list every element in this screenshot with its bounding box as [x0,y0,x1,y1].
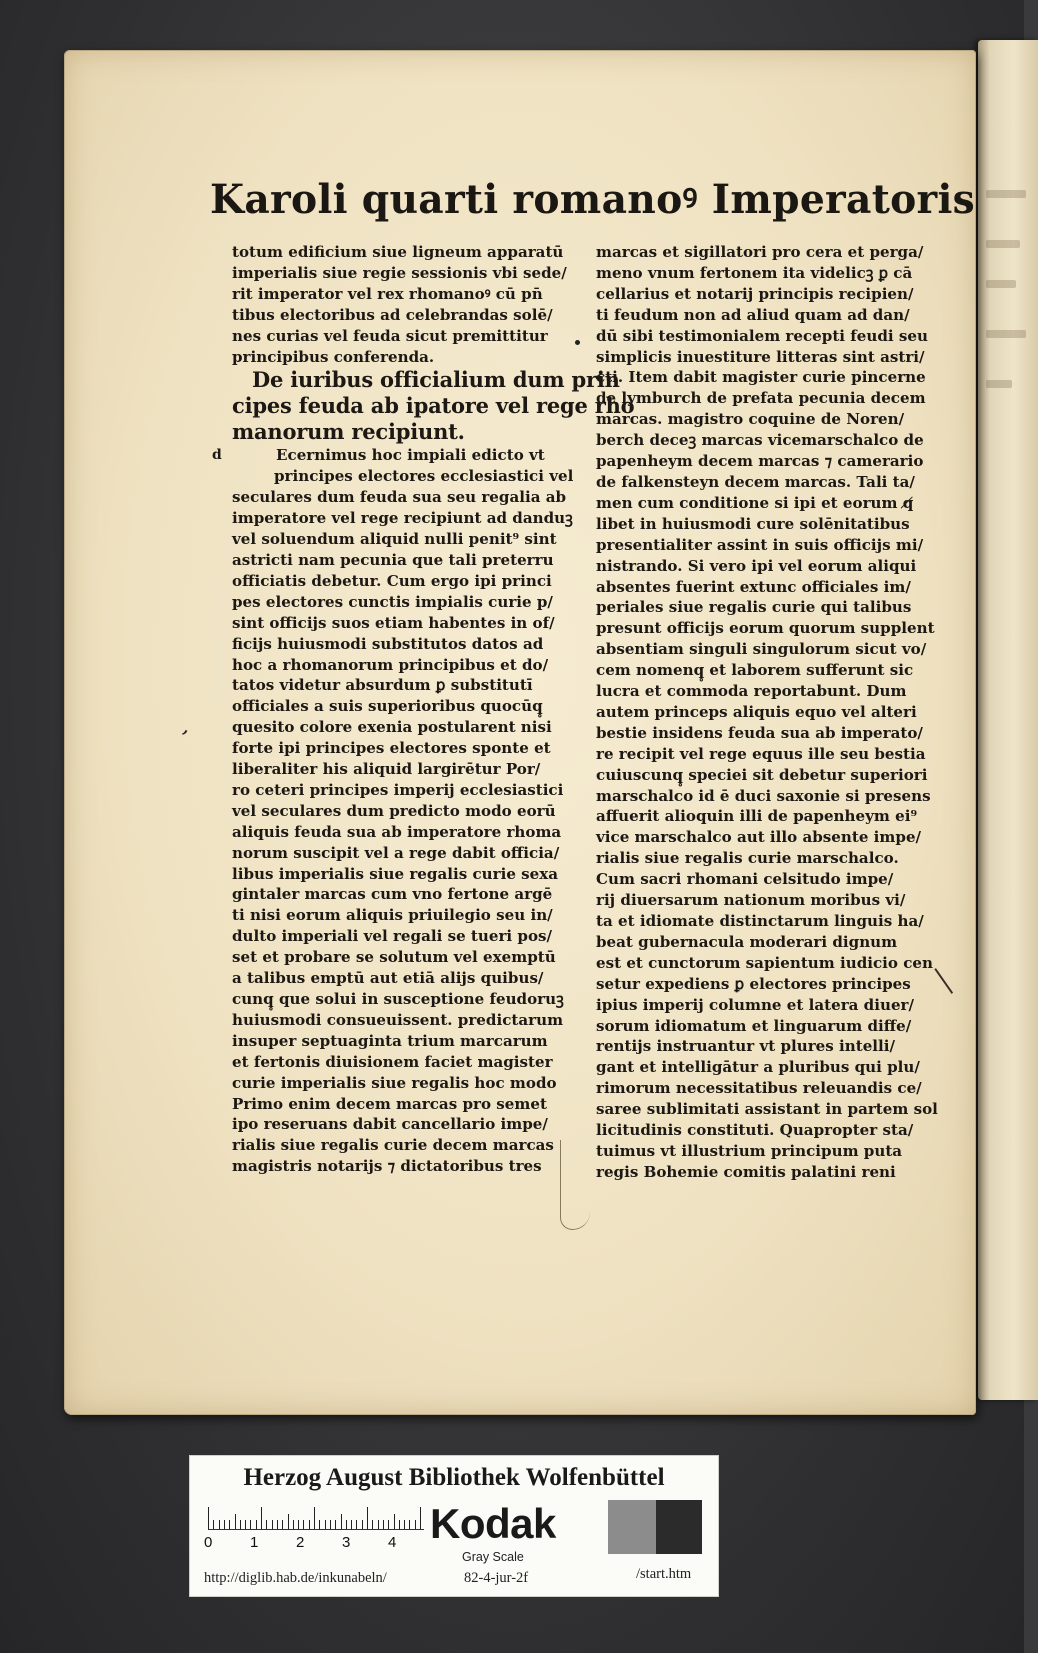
ruler-tick [277,1520,278,1529]
text-line: curie imperialis siue regalis hoc modo [232,1073,557,1092]
ruler-tick [404,1520,405,1529]
running-head: Karoli quarti romanoꝰ Imperatoris [210,176,976,223]
text-line: men cum conditione si ipi et eorum q̸ [596,493,914,512]
ruler-number: 1 [250,1534,259,1551]
ruler-tick [388,1520,389,1529]
text-line: rentijs instruantur vt plures intelli/ [596,1037,896,1056]
text-line: cellarius et notarij principis recipien/ [596,284,914,303]
text-line: tibus electoribus ad celebrandas solē/ [232,305,553,324]
text-line: sint officijs suos etiam habentes in of/ [232,613,555,632]
ruler-tick [309,1520,310,1529]
ruler-tick [362,1520,363,1529]
chapter-heading [232,367,635,445]
shelfmark: 82-4-jur-2f [464,1570,529,1586]
text-line: nistrando. Si vero ipi vel eorum aliqui [596,556,917,575]
text-line: marcas. magistro coquine de Noren/ [596,410,905,429]
ruler-tick [235,1514,236,1529]
kodak-logo: Kodak [430,1500,556,1547]
text-line: officiales a suis superioribus quocūq̥ [232,697,543,716]
ruler-tick [282,1520,283,1529]
text-line: beat gubernacula moderari dignum [596,932,898,951]
ruler-tick [240,1520,241,1529]
text-line: dulto imperiali vel regali se tueri pos/ [232,927,553,946]
text-line: hoc a rhomanorum principibus et do/ [232,655,549,674]
text-line: presentialiter assint in suis officijs mi/ [596,535,924,554]
text-line: meno vnum fertonem ita videlicꝫ ꝑ cā [596,263,913,282]
library-name: Herzog August Bibliothek Wolfenbüttel [243,1464,665,1491]
text-line: re recipit vel rege equus ille seu bestia [596,744,926,763]
text-line: huiusmodi consueuissent. predictarum [232,1010,564,1029]
text-line: ipo reseruans dabit cancellario impe/ [232,1115,548,1134]
text-line: rialis siue regalis curie marschalco. [596,849,899,868]
text-line: De iuribus officialium dum prin [252,367,620,393]
text-line: Primo enim decem marcas pro semet [232,1094,547,1113]
ruler-tick [208,1507,209,1529]
text-line: sorum idiomatum et linguarum diffe/ [596,1016,912,1035]
ruler-tick [266,1520,267,1529]
text-line: insuper septuaginta trium marcarum [232,1031,548,1050]
ruler-tick [250,1520,251,1529]
ruler-tick [245,1520,246,1529]
text-line: marschalco id ē duci saxonie si presens [596,786,931,805]
library-url: http://diglib.hab.de/inkunabeln/ [204,1570,387,1586]
ruler-tick [346,1520,347,1529]
ruler-tick [298,1520,299,1529]
margin-dot-mark [575,340,580,345]
ruler-tick [256,1520,257,1529]
text-line: liberaliter his aliquid largirētur Por/ [232,760,541,779]
text-line: cunq̥ que solui in susceptione feudoruꝫ [232,990,564,1008]
ruler-tick [367,1507,368,1529]
text-line: ipius imperij columne et latera diuer/ [596,995,915,1014]
ruler-tick [219,1520,220,1529]
start-link: /start.htm [636,1566,692,1582]
right-column [596,242,938,1181]
ruler-tick [394,1514,395,1529]
text-line: ro ceteri principes imperij ecclesiastici [232,780,564,799]
calibration-card [190,1456,718,1596]
text-line: saree sublimitati assistant in partem sol [596,1100,938,1119]
text-line: berch deceꝫ marcas vicemarschalco de [596,431,924,450]
text-line: lucra et commoda reportabunt. Dum [596,682,907,701]
ruler-tick [409,1520,410,1529]
ruler-tick [229,1520,230,1529]
text-line: absentiam singuli singulorum sicut vo/ [596,640,927,659]
text-line: de lymburch de prefata pecunia decem [596,389,926,408]
text-line: principes electores ecclesiastici vel [274,467,574,486]
left-column [212,242,635,1176]
ruler-tick [272,1520,273,1529]
text-line: vel seculares dum predicto modo eorū [232,801,556,820]
text-line: libet in huiusmodi cure solēnitatibus [596,514,910,533]
ruler-tick [330,1520,331,1529]
text-line: de falkensteyn decem marcas. Tali ta/ [596,472,915,491]
left-paragraph-2 [212,445,574,1177]
text-line: et fertonis diuisionem faciet magister [232,1052,553,1071]
text-line: regis Bohemie comitis palatini reni [596,1162,896,1181]
text-line: tuimus vt illustrium principum puta [596,1141,903,1160]
text-line: rit imperator vel rex rhomanoꝰ cū pn̄ [232,284,543,303]
ruler-number: 4 [388,1534,397,1551]
gray-scale-label: Gray Scale [462,1550,524,1564]
ruler-tick [314,1507,315,1529]
text-line: periales siue regalis curie qui talibus [596,598,912,617]
text-line: gintaler marcas cum vno fertone argē [232,885,553,904]
text-line: marcas et sigillatori pro cera et perga/ [596,243,924,261]
gray-swatch [608,1500,656,1554]
text-line: vice marschalco aut illo absente impe/ [596,828,922,847]
text-line: bestie insidens feuda sua ab imperato/ [596,723,923,742]
text-line: ti feudum non ad aliud quam ad dan/ [596,305,910,324]
margin-pen-mark: , [179,713,196,740]
text-line: cti. Item dabit magister curie pincerne [596,368,926,387]
text-line: dū sibi testimonialem recepti feudi seu [596,326,928,345]
text-line: totum edificium siue ligneum apparatū [232,243,564,261]
text-line: quesito colore exenia postularent nisi [232,718,552,737]
text-line: vel soluendum aliquid nulli penit⁹ sint [232,530,557,549]
text-line: tatos videtur absurdum ꝑ substitutī [232,676,533,695]
ruler-tick [383,1520,384,1529]
text-line: setur expediens ꝑ electores principes [596,974,911,993]
text-line: simplicis inuestiture litteras sint astri/ [596,347,925,366]
ruler-tick [378,1520,379,1529]
ruler-tick [335,1520,336,1529]
text-line: papenheym decem marcas ⁊ camerario [596,452,924,471]
ruler-tick [325,1520,326,1529]
left-paragraph-1 [232,242,568,367]
text-line: magistris notarijs ⁊ dictatoribus tres [232,1157,542,1176]
ruler-tick [224,1520,225,1529]
text-line: imperialis siue regie sessionis vbi sede/ [232,263,567,282]
text-line: licitudinis constituti. Quapropter sta/ [596,1121,914,1140]
text-line: Ecernimus hoc impiali edicto vt [276,446,545,465]
black-swatch [656,1500,702,1554]
text-line: manorum recipiunt. [232,419,465,445]
text-line: officiatis debetur. Cum ergo ipi princi [232,571,552,590]
text-line: Cum sacri rhomani celsitudo impe/ [596,870,894,889]
text-line: norum suscipit vel a rege dabit officia/ [232,843,560,862]
text-line: ti nisi eorum aliquis priuilegio seu in/ [232,906,553,925]
text-line: ta et idiomate distinctarum linguis ha/ [596,912,924,930]
ruler-tick [420,1507,421,1529]
ruler-tick [213,1520,214,1529]
ruler-tick [415,1520,416,1529]
ruler-number: 0 [204,1534,213,1551]
text-line: autem princeps aliquis equo vel alteri [596,702,917,721]
guide-letter: d [212,447,222,464]
text-line: ficijs huiusmodi substitutos datos ad [232,634,544,653]
text-line: affuerit alioquin illi de papenheym ei⁹ [596,807,918,826]
text-line: set et probare se solutum vel exemptū [232,948,556,967]
ruler-number: 2 [296,1534,305,1551]
margin-curl-mark [560,1140,590,1230]
text-line: est et cunctorum sapientum iudicio cen [596,953,934,972]
ruler-tick [293,1520,294,1529]
text-line: forte ipi principes electores sponte et [232,739,551,758]
text-line: principibus conferenda. [232,347,435,366]
ruler-tick [356,1520,357,1529]
text-line: rimorum necessitatibus releuandis ce/ [596,1079,922,1098]
ruler-tick [261,1507,262,1529]
text-line: libus imperialis siue regalis curie sexa [232,864,559,883]
text-line: cipes feuda ab ipatore vel rege rho [232,393,635,419]
ruler-tick [303,1520,304,1529]
ruler-tick [351,1520,352,1529]
text-line: rij diuersarum nationum moribus vi/ [596,891,906,910]
text-line: imperatore vel rege recipiunt ad danduꝫ [232,509,573,528]
adjacent-page-edge [978,40,1038,1400]
text-line: a talibus emptū aut etiā alijs quibus/ [232,969,544,988]
text-line: seculares dum feuda sua seu regalia ab [232,488,567,507]
ruler-tick [319,1520,320,1529]
ruler-tick [341,1514,342,1529]
scale-ruler [208,1508,424,1530]
text-line: presunt officijs eorum quorum supplent [596,619,935,638]
ruler-tick [399,1520,400,1529]
ruler-tick [288,1514,289,1529]
text-line: absentes fuerint extunc officiales im/ [596,577,911,596]
text-line: nes curias vel feuda sicut premittitur [232,326,548,345]
text-line: aliquis feuda sua ab imperatore rhoma [232,822,562,841]
text-line: cem nomenq̥ et laborem sufferunt sic [596,661,914,680]
text-line: astricti nam pecunia que tali preterru [232,550,554,569]
text-line: rialis siue regalis curie decem marcas [232,1136,554,1155]
ruler-number: 3 [342,1534,351,1551]
text-line: cuiuscunq̥ speciei sit debetur superiori [596,765,928,784]
text-line: gant et intelligātur a pluribus qui plu/ [596,1058,920,1077]
text-line: pes electores cunctis impialis curie p/ [232,592,553,611]
ruler-tick [372,1520,373,1529]
